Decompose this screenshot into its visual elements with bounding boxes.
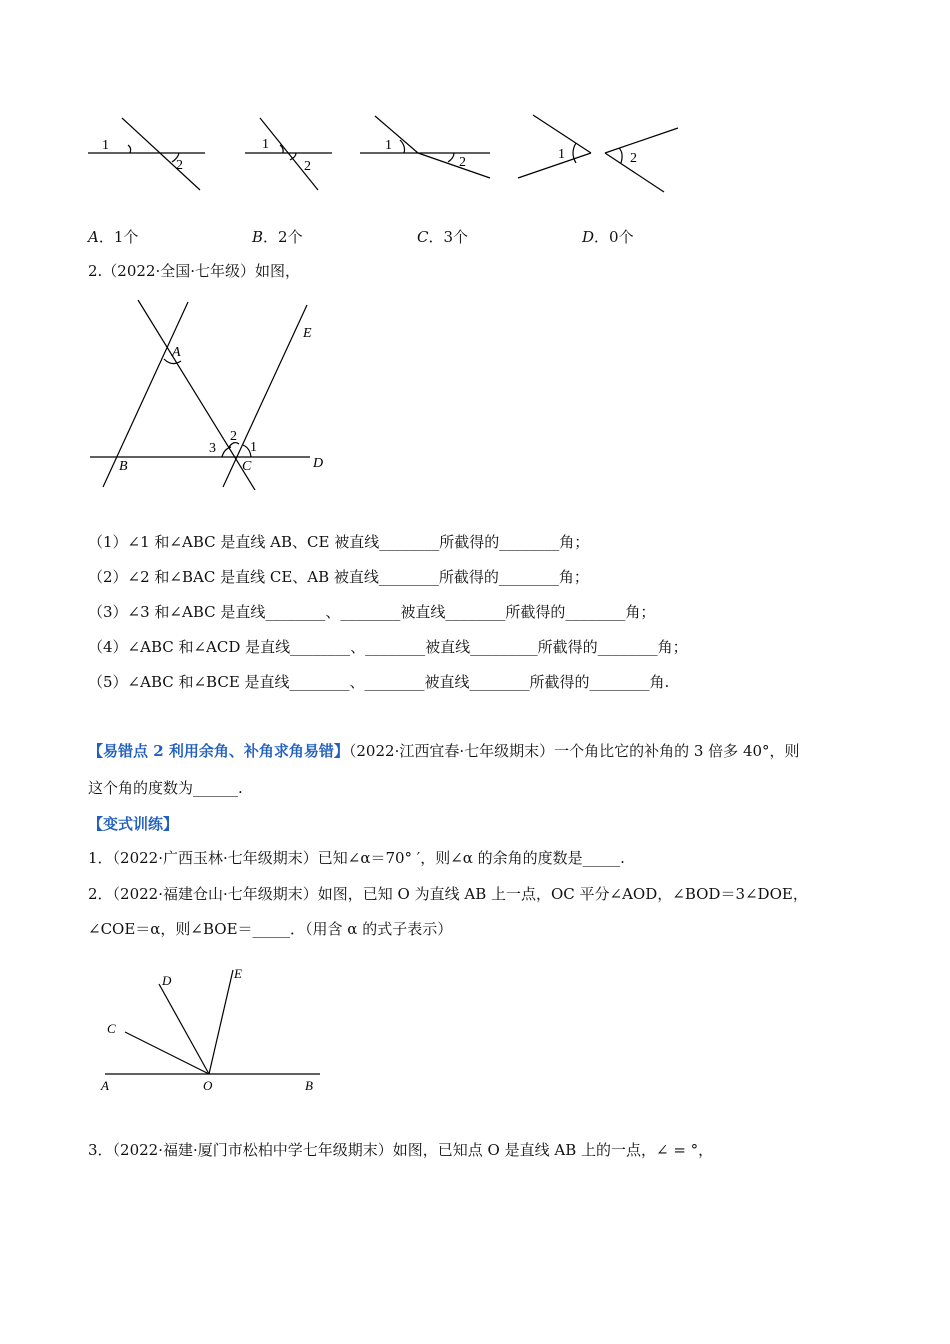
q2-label-b: B [119, 459, 128, 474]
q2-label-angle2: 2 [230, 429, 237, 444]
q2-label-a: A [172, 345, 181, 360]
q2-item-5: （5）∠ABC 和∠BCE 是直线________、________被直线________所截得的________角. [88, 673, 670, 691]
q1-option-a: A．1个 [88, 228, 139, 246]
q2-label-c: C [242, 459, 252, 474]
q1-figC-upper-ray [375, 116, 418, 153]
q1-option-b: B．2个 [252, 228, 303, 246]
practice-problem-3: 3．（2022·福建·厦门市松柏中学七年级期末）如图，已知点 O 是直线 AB 上的一点，∠ = °， [88, 1141, 714, 1159]
practice-tag: 【变式训练】 [88, 815, 179, 833]
practice2-label-c: C [107, 1021, 116, 1036]
q1-figC-label-1: 1 [385, 138, 392, 153]
q1-figD-label-2: 2 [630, 151, 637, 166]
practice-problem-2-line1: 2．（2022·福建仓山·七年级期末）如图，已知 O 为直线 AB 上一点，OC 平分∠AOD，∠BOD＝3∠DOE， [88, 885, 808, 903]
q1-figA-label-1: 1 [102, 138, 109, 153]
q1-figA-transversal [122, 118, 200, 190]
practice2-label-e: E [234, 966, 242, 981]
q2-figure [85, 295, 345, 495]
q1-figD-left-lower-ray [518, 153, 591, 178]
q2-line-ab [103, 302, 188, 487]
q1-figD-angle2-arc [619, 148, 622, 163]
q1-option-c: C．3个 [417, 228, 469, 246]
q1-figC-angle1-arc [400, 140, 405, 153]
q1-figC-lower-ray [418, 153, 490, 178]
q1-figA-label-2: 2 [176, 158, 183, 173]
q1-figB-label-2: 2 [304, 159, 311, 174]
q2-line-ac [138, 300, 255, 490]
q2-item-1: （1）∠1 和∠ABC 是直线 AB、CE 被直线________所截得的________角； [88, 533, 590, 551]
q1-figD-label-1: 1 [558, 147, 565, 162]
q2-line-ce [223, 305, 307, 487]
q1-figD-right-upper-ray [605, 128, 678, 153]
q1-figA-angle1-arc [128, 145, 131, 153]
q2-item-2: （2）∠2 和∠BAC 是直线 CE、AB 被直线________所截得的________角； [88, 568, 589, 586]
q2-label-e: E [303, 326, 312, 341]
practice-2-figure [95, 960, 330, 1095]
q2-label-d: D [313, 456, 324, 471]
q2-label-angle1: 1 [250, 440, 257, 455]
q2-header: 2.（2022·全国·七年级）如图， [88, 262, 301, 280]
q1-figures [80, 110, 690, 205]
practice2-label-b: B [305, 1078, 313, 1093]
q1-figB-transversal [260, 118, 318, 190]
practice2-label-o: O [203, 1078, 213, 1093]
practice2-ray-od [159, 984, 209, 1074]
section2-tag: 【易错点 2 利用余角、补角求角易错】 [88, 742, 349, 760]
section2-problem-line2: 这个角的度数为______. [88, 779, 243, 797]
practice-problem-1: 1．（2022·广西玉林·七年级期末）已知∠α＝70° ′，则∠α 的余角的度数是_____. [88, 849, 625, 867]
q1-figD-angle1-arc [573, 143, 576, 163]
q1-option-d: D．0个 [582, 228, 634, 246]
q2-item-4: （4）∠ABC 和∠ACD 是直线________、________被直线_________所截得的________角； [88, 638, 688, 656]
practice2-ray-oc [125, 1032, 209, 1074]
practice2-label-a: A [101, 1078, 109, 1093]
q1-figB-label-1: 1 [262, 137, 269, 152]
q2-label-angle3: 3 [209, 441, 216, 456]
practice2-ray-oe [209, 970, 233, 1074]
section2-problem: 【易错点 2 利用余角、补角求角易错】（2022·江西宜春·七年级期末）一个角比它的补角的 3 倍多 40°，则 [88, 742, 800, 760]
q2-item-3: （3）∠3 和∠ABC 是直线________、________被直线________所截得的________角； [88, 603, 656, 621]
q1-figC-label-2: 2 [459, 155, 466, 170]
practice-problem-2-line2: ∠COE＝α，则∠BOE＝_____．（用含 α 的式子表示） [88, 920, 453, 938]
practice2-label-d: D [162, 973, 172, 988]
q1-figC-angle2-arc [448, 153, 454, 162]
